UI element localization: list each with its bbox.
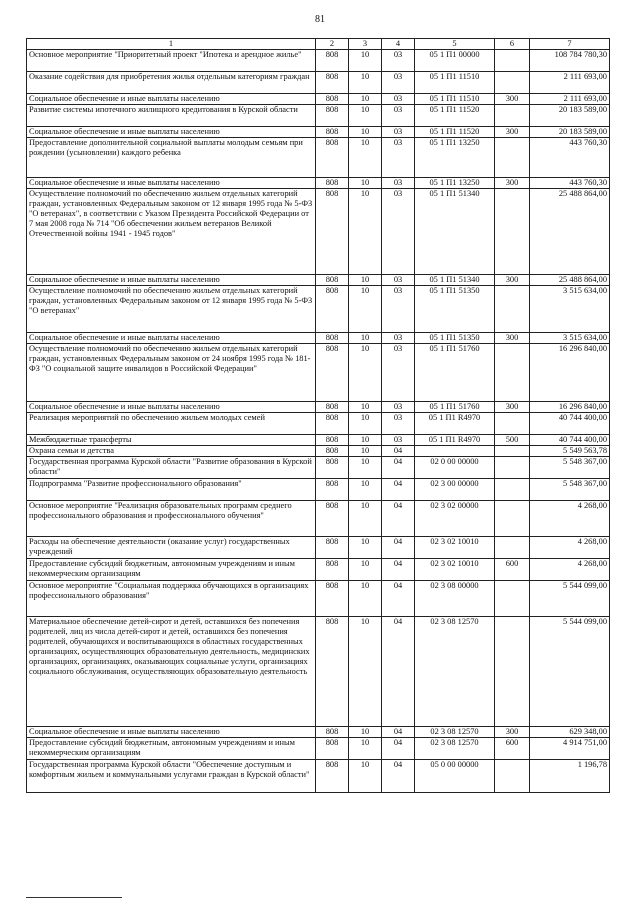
row-name: Осуществление полномочий по обеспечению жильем отдельных категорий граждан, установленных Федеральным законом от 12 января 1995 года № 5-ФЗ "О ветеранах" [27, 286, 316, 333]
expense-type-code: 300 [495, 178, 530, 189]
table-row [27, 435, 610, 446]
amount: 2 111 693,00 [530, 72, 610, 94]
expense-type-code: 300 [495, 127, 530, 138]
expense-type-code: 300 [495, 275, 530, 286]
section-code: 10 [349, 275, 382, 286]
target-article-code: 02 3 00 00000 [415, 479, 495, 501]
section-code: 10 [349, 72, 382, 94]
expense-type-code [495, 501, 530, 537]
subsection-code: 03 [382, 413, 415, 435]
amount: 25 488 864,00 [530, 275, 610, 286]
amount: 20 183 589,00 [530, 127, 610, 138]
expense-type-code: 600 [495, 738, 530, 760]
ved-code: 808 [316, 286, 349, 333]
table-row [27, 178, 610, 189]
row-name: Социальное обеспечение и иные выплаты населению [27, 178, 316, 189]
target-article-code: 02 3 02 00000 [415, 501, 495, 537]
subsection-code: 04 [382, 457, 415, 479]
ved-code: 808 [316, 479, 349, 501]
table-row [27, 559, 610, 581]
target-article-code: 05 1 П1 51350 [415, 286, 495, 333]
header-row [27, 39, 610, 50]
table-row [27, 72, 610, 94]
ved-code: 808 [316, 50, 349, 72]
target-article-code: 05 1 П1 51340 [415, 275, 495, 286]
section-code: 10 [349, 738, 382, 760]
target-article-code: 02 3 08 12570 [415, 617, 495, 727]
table-row [27, 738, 610, 760]
row-name: Охрана семьи и детства [27, 446, 316, 457]
subsection-code: 03 [382, 435, 415, 446]
table-row [27, 413, 610, 435]
amount: 5 548 367,00 [530, 457, 610, 479]
row-name: Социальное обеспечение и иные выплаты населению [27, 94, 316, 105]
subsection-code: 04 [382, 537, 415, 559]
row-name: Социальное обеспечение и иные выплаты населению [27, 333, 316, 344]
row-name: Оказание содействия для приобретения жилья отдельным категориям граждан [27, 72, 316, 94]
subsection-code: 03 [382, 138, 415, 178]
section-code: 10 [349, 344, 382, 402]
table-row [27, 333, 610, 344]
target-article-code: 05 1 П1 00000 [415, 50, 495, 72]
target-article-code: 02 0 00 00000 [415, 457, 495, 479]
amount: 5 544 099,00 [530, 581, 610, 617]
expense-type-code [495, 457, 530, 479]
amount: 25 488 864,00 [530, 189, 610, 275]
expense-type-code [495, 189, 530, 275]
expense-type-code [495, 479, 530, 501]
subsection-code: 03 [382, 105, 415, 127]
table-row [27, 727, 610, 738]
amount: 40 744 400,00 [530, 413, 610, 435]
target-article-code: 02 3 08 12570 [415, 738, 495, 760]
amount: 5 544 099,00 [530, 617, 610, 727]
ved-code: 808 [316, 435, 349, 446]
subsection-code: 04 [382, 617, 415, 727]
subsection-code: 04 [382, 479, 415, 501]
ved-code: 808 [316, 738, 349, 760]
row-name: Социальное обеспечение и иные выплаты населению [27, 402, 316, 413]
expense-type-code [495, 138, 530, 178]
section-code: 10 [349, 435, 382, 446]
expense-type-code: 300 [495, 333, 530, 344]
section-code: 10 [349, 457, 382, 479]
expense-type-code [495, 413, 530, 435]
subsection-code: 03 [382, 333, 415, 344]
target-article-code: 05 1 П1 11520 [415, 105, 495, 127]
expense-type-code [495, 286, 530, 333]
ved-code: 808 [316, 617, 349, 727]
ved-code: 808 [316, 413, 349, 435]
row-name: Социальное обеспечение и иные выплаты населению [27, 275, 316, 286]
subsection-code: 04 [382, 581, 415, 617]
section-code: 10 [349, 178, 382, 189]
amount: 5 549 563,78 [530, 446, 610, 457]
row-name: Предоставление субсидий бюджетным, автономным учреждениям и иным некоммерческим организациям [27, 738, 316, 760]
ved-code: 808 [316, 138, 349, 178]
target-article-code: 05 1 П1 11520 [415, 127, 495, 138]
section-code: 10 [349, 105, 382, 127]
ved-code: 808 [316, 94, 349, 105]
expense-type-code [495, 72, 530, 94]
section-code: 10 [349, 617, 382, 727]
target-article-code: 05 1 П1 11510 [415, 94, 495, 105]
column-header: 7 [530, 39, 610, 50]
ved-code: 808 [316, 727, 349, 738]
row-name: Социальное обеспечение и иные выплаты населению [27, 727, 316, 738]
section-code: 10 [349, 446, 382, 457]
subsection-code: 03 [382, 50, 415, 72]
target-article-code: 05 1 П1 51760 [415, 402, 495, 413]
table-row [27, 402, 610, 413]
column-header: 3 [349, 39, 382, 50]
target-article-code: 05 1 П1 13250 [415, 178, 495, 189]
ved-code: 808 [316, 446, 349, 457]
expense-type-code [495, 344, 530, 402]
ved-code: 808 [316, 344, 349, 402]
target-article-code: 05 0 00 00000 [415, 760, 495, 793]
ved-code: 808 [316, 457, 349, 479]
table-row [27, 760, 610, 793]
target-article-code: 02 3 08 12570 [415, 727, 495, 738]
section-code: 10 [349, 479, 382, 501]
row-name: Государственная программа Курской области "Развитие образования в Курской области" [27, 457, 316, 479]
section-code: 10 [349, 94, 382, 105]
target-article-code: 02 3 02 10010 [415, 537, 495, 559]
row-name: Осуществление полномочий по обеспечению жильем отдельных категорий граждан, установленных Федеральным законом от 24 ноября 1995 года № 181-ФЗ "О социальной защите инвалидов в Российской Федерации" [27, 344, 316, 402]
amount: 4 268,00 [530, 559, 610, 581]
row-name: Предоставление дополнительной социальной выплаты молодым семьям при рождении (усыновлении) каждого ребенка [27, 138, 316, 178]
table-row [27, 501, 610, 537]
table-row [27, 479, 610, 501]
ved-code: 808 [316, 760, 349, 793]
subsection-code: 04 [382, 738, 415, 760]
table-row [27, 446, 610, 457]
target-article-code: 05 1 П1 51350 [415, 333, 495, 344]
footer-line [26, 897, 122, 898]
section-code: 10 [349, 127, 382, 138]
budget-table [26, 38, 610, 793]
subsection-code: 04 [382, 760, 415, 793]
subsection-code: 03 [382, 344, 415, 402]
ved-code: 808 [316, 581, 349, 617]
section-code: 10 [349, 402, 382, 413]
subsection-code: 03 [382, 127, 415, 138]
table-row [27, 189, 610, 275]
amount: 4 268,00 [530, 501, 610, 537]
column-header: 2 [316, 39, 349, 50]
ved-code: 808 [316, 127, 349, 138]
row-name: Социальное обеспечение и иные выплаты населению [27, 127, 316, 138]
subsection-code: 03 [382, 94, 415, 105]
table-row [27, 105, 610, 127]
row-name: Расходы на обеспечение деятельности (оказание услуг) государственных учреждений [27, 537, 316, 559]
amount: 16 296 840,00 [530, 402, 610, 413]
expense-type-code [495, 446, 530, 457]
expense-type-code: 300 [495, 402, 530, 413]
expense-type-code [495, 105, 530, 127]
table-row [27, 50, 610, 72]
amount: 40 744 400,00 [530, 435, 610, 446]
amount: 20 183 589,00 [530, 105, 610, 127]
table-row [27, 275, 610, 286]
row-name: Реализация мероприятий по обеспечению жильем молодых семей [27, 413, 316, 435]
section-code: 10 [349, 537, 382, 559]
column-header: 1 [27, 39, 316, 50]
ved-code: 808 [316, 72, 349, 94]
expense-type-code: 300 [495, 727, 530, 738]
amount: 4 914 751,00 [530, 738, 610, 760]
amount: 1 196,78 [530, 760, 610, 793]
column-header: 4 [382, 39, 415, 50]
section-code: 10 [349, 559, 382, 581]
column-header: 5 [415, 39, 495, 50]
amount: 3 515 634,00 [530, 286, 610, 333]
row-name: Осуществление полномочий по обеспечению жильем отдельных категорий граждан, установленных Федеральным законом от 12 января 1995 года № 5-ФЗ "О ветеранах", в соответствии с Указом Президента Российской Федерации от 7 мая 2008 года № 714 "Об обеспечении жильем ветеранов Великой Отечественной войны 1941 - 1945 годов" [27, 189, 316, 275]
section-code: 10 [349, 286, 382, 333]
target-article-code [415, 446, 495, 457]
amount: 3 515 634,00 [530, 333, 610, 344]
section-code: 10 [349, 189, 382, 275]
ved-code: 808 [316, 189, 349, 275]
subsection-code: 04 [382, 501, 415, 537]
amount: 443 760,30 [530, 178, 610, 189]
target-article-code: 05 1 П1 13250 [415, 138, 495, 178]
ved-code: 808 [316, 559, 349, 581]
subsection-code: 04 [382, 446, 415, 457]
target-article-code: 05 1 П1 51340 [415, 189, 495, 275]
row-name: Межбюджетные трансферты [27, 435, 316, 446]
amount: 2 111 693,00 [530, 94, 610, 105]
section-code: 10 [349, 138, 382, 178]
column-header: 6 [495, 39, 530, 50]
ved-code: 808 [316, 178, 349, 189]
expense-type-code [495, 581, 530, 617]
amount: 443 760,30 [530, 138, 610, 178]
section-code: 10 [349, 501, 382, 537]
table-row [27, 138, 610, 178]
row-name: Основное мероприятие "Приоритетный проект "Ипотека и арендное жилье" [27, 50, 316, 72]
ved-code: 808 [316, 105, 349, 127]
subsection-code: 03 [382, 189, 415, 275]
section-code: 10 [349, 50, 382, 72]
subsection-code: 04 [382, 727, 415, 738]
expense-type-code [495, 760, 530, 793]
ved-code: 808 [316, 537, 349, 559]
section-code: 10 [349, 760, 382, 793]
subsection-code: 03 [382, 402, 415, 413]
subsection-code: 04 [382, 559, 415, 581]
subsection-code: 03 [382, 72, 415, 94]
row-name: Предоставление субсидий бюджетным, автономным учреждениям и иным некоммерческим организациям [27, 559, 316, 581]
expense-type-code: 500 [495, 435, 530, 446]
table-row [27, 286, 610, 333]
row-name: Основное мероприятие "Социальная поддержка обучающихся в организациях профессионального образования" [27, 581, 316, 617]
table-row [27, 457, 610, 479]
subsection-code: 03 [382, 275, 415, 286]
section-code: 10 [349, 333, 382, 344]
expense-type-code [495, 50, 530, 72]
ved-code: 808 [316, 275, 349, 286]
table-row [27, 127, 610, 138]
subsection-code: 03 [382, 178, 415, 189]
section-code: 10 [349, 581, 382, 617]
row-name: Развитие системы ипотечного жилищного кредитования в Курской области [27, 105, 316, 127]
target-article-code: 05 1 П1 R4970 [415, 435, 495, 446]
row-name: Основное мероприятие "Реализация образовательных программ среднего профессионального образования и профессионального обучения" [27, 501, 316, 537]
ved-code: 808 [316, 501, 349, 537]
amount: 629 348,00 [530, 727, 610, 738]
row-name: Подпрограмма "Развитие профессионального образования" [27, 479, 316, 501]
expense-type-code [495, 537, 530, 559]
ved-code: 808 [316, 333, 349, 344]
amount: 4 268,00 [530, 537, 610, 559]
section-code: 10 [349, 413, 382, 435]
row-name: Материальное обеспечение детей-сирот и детей, оставшихся без попечения родителей, лиц из числа детей-сирот и детей, оставшихся без попечения родителей, обучающихся и воспитывающихся в областных государственных организациях, осуществляющих образовательную деятельность, медицинских организациях, организациях, оказывающих социальные услуги, организациях социального обслуживания, осуществляющих образовательную деятельность [27, 617, 316, 727]
section-code: 10 [349, 727, 382, 738]
expense-type-code: 300 [495, 94, 530, 105]
table-row [27, 617, 610, 727]
table-row [27, 344, 610, 402]
amount: 108 784 780,30 [530, 50, 610, 72]
target-article-code: 05 1 П1 R4970 [415, 413, 495, 435]
expense-type-code: 600 [495, 559, 530, 581]
expense-type-code [495, 617, 530, 727]
row-name: Государственная программа Курской области "Обеспечение доступным и комфортным жильем и коммунальными услугами граждан в Курской области" [27, 760, 316, 793]
target-article-code: 02 3 08 00000 [415, 581, 495, 617]
target-article-code: 05 1 П1 11510 [415, 72, 495, 94]
target-article-code: 05 1 П1 51760 [415, 344, 495, 402]
page-number: 81 [315, 14, 325, 25]
amount: 5 548 367,00 [530, 479, 610, 501]
table-row [27, 94, 610, 105]
amount: 16 296 840,00 [530, 344, 610, 402]
table-row [27, 537, 610, 559]
subsection-code: 03 [382, 286, 415, 333]
table-row [27, 581, 610, 617]
target-article-code: 02 3 02 10010 [415, 559, 495, 581]
ved-code: 808 [316, 402, 349, 413]
